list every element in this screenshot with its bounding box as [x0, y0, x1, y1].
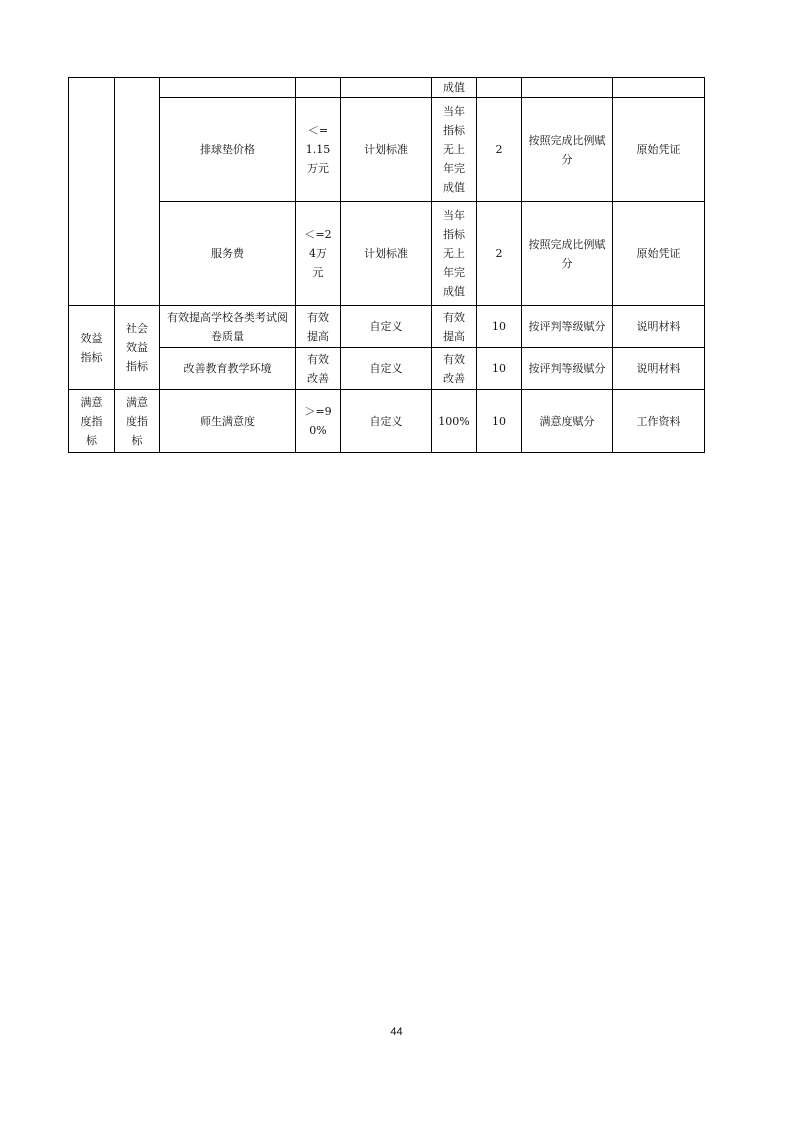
- standard-basis-cell: 自定义: [341, 348, 432, 390]
- standard-basis-cell: 计划标准: [341, 98, 432, 202]
- evidence-source-cell: 原始凭证: [613, 98, 705, 202]
- table-row: [69, 390, 705, 453]
- indicator-name-cell: 师生满意度: [160, 390, 296, 453]
- indicator-name-cell: [160, 78, 296, 98]
- score-cell: 10: [477, 348, 522, 390]
- second-level-indicator-cell: 社会效益指标: [115, 306, 160, 390]
- second-level-indicator-cell: [115, 78, 160, 306]
- evidence-source-cell: 工作资料: [613, 390, 705, 453]
- table-row: [69, 98, 705, 202]
- scoring-method-cell: 按评判等级赋分: [522, 348, 613, 390]
- indicator-value-cell: [296, 78, 341, 98]
- table-row: [69, 78, 705, 98]
- scoring-method-cell: 按照完成比例赋分: [522, 202, 613, 306]
- indicator-name-cell: 服务费: [160, 202, 296, 306]
- evidence-source-cell: 说明材料: [613, 348, 705, 390]
- scoring-method-cell: 按照完成比例赋分: [522, 98, 613, 202]
- target-value-cell: 有效提高: [432, 306, 477, 348]
- score-cell: 10: [477, 390, 522, 453]
- indicator-value-cell: ＞=90%: [296, 390, 341, 453]
- table-row: [69, 202, 705, 306]
- second-level-indicator-cell: 满意度指标: [115, 390, 160, 453]
- target-value-cell: 当年指标无上年完成值: [432, 202, 477, 306]
- standard-basis-cell: [341, 78, 432, 98]
- target-value-cell: 当年指标无上年完成值: [432, 98, 477, 202]
- performance-indicator-table: [68, 77, 705, 453]
- first-level-indicator-cell: 满意度指标: [69, 390, 115, 453]
- scoring-method-cell: 满意度赋分: [522, 390, 613, 453]
- table-row: [69, 348, 705, 390]
- first-level-indicator-cell: 效益指标: [69, 306, 115, 390]
- score-cell: [477, 78, 522, 98]
- indicator-name-cell: 改善教育教学环境: [160, 348, 296, 390]
- standard-basis-cell: 自定义: [341, 306, 432, 348]
- score-cell: 10: [477, 306, 522, 348]
- evidence-source-cell: 原始凭证: [613, 202, 705, 306]
- target-value-cell: 有效改善: [432, 348, 477, 390]
- standard-basis-cell: 计划标准: [341, 202, 432, 306]
- scoring-method-cell: 按评判等级赋分: [522, 306, 613, 348]
- indicator-name-cell: 排球垫价格: [160, 98, 296, 202]
- target-value-cell: 100%: [432, 390, 477, 453]
- scoring-method-cell: [522, 78, 613, 98]
- first-level-indicator-cell: [69, 78, 115, 306]
- score-cell: 2: [477, 98, 522, 202]
- indicator-name-cell: 有效提高学校各类考试阅卷质量: [160, 306, 296, 348]
- evidence-source-cell: [613, 78, 705, 98]
- target-value-cell: 成值: [432, 78, 477, 98]
- table-row: [69, 306, 705, 348]
- indicator-value-cell: 有效提高: [296, 306, 341, 348]
- score-cell: 2: [477, 202, 522, 306]
- standard-basis-cell: 自定义: [341, 390, 432, 453]
- indicator-value-cell: 有效改善: [296, 348, 341, 390]
- indicator-value-cell: ＜=1.15万元: [296, 98, 341, 202]
- indicator-value-cell: ＜=24万元: [296, 202, 341, 306]
- page-number: 44: [390, 1026, 403, 1038]
- evidence-source-cell: 说明材料: [613, 306, 705, 348]
